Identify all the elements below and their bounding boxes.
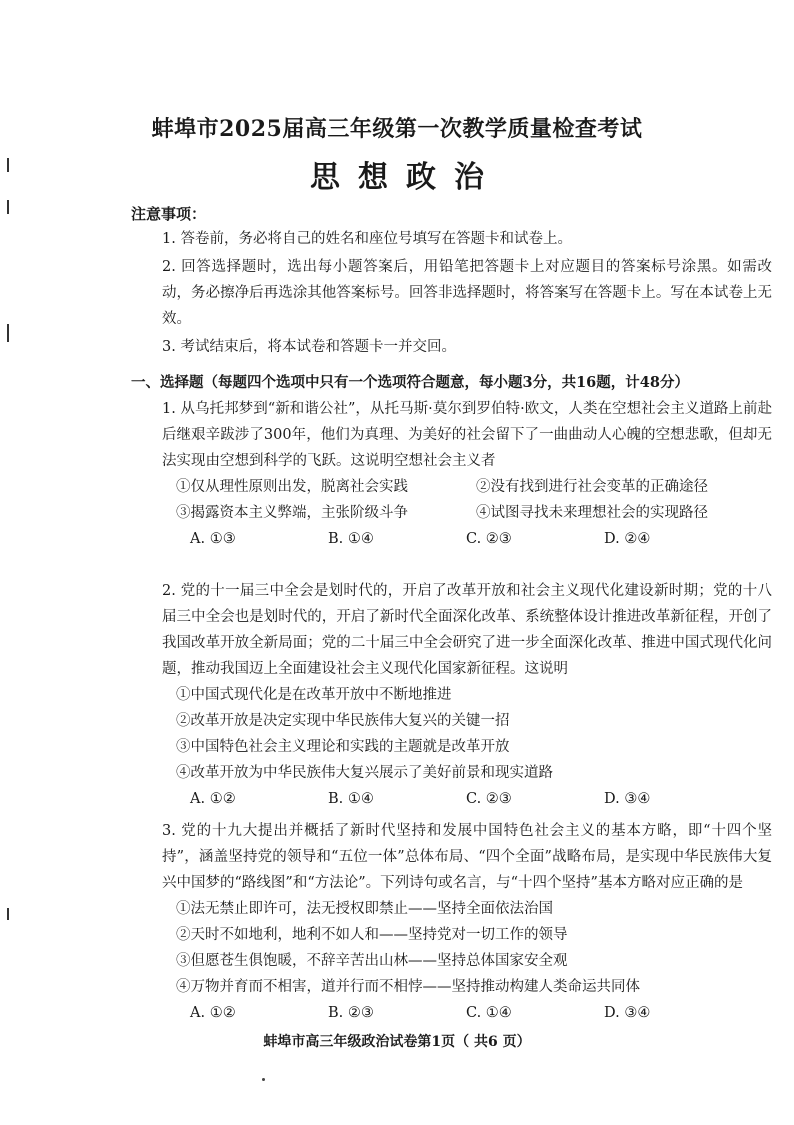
subject-title: 思想政治 bbox=[310, 160, 502, 195]
question-option: ③但愿苍生俱饱暖，不辞辛苦出山林——坚持总体国家安全观 bbox=[176, 953, 568, 969]
scan-speck bbox=[262, 1078, 265, 1081]
question-option: ①仅从理性原则出发，脱离社会实践 bbox=[176, 479, 408, 495]
answer-choice-a: A. ①② bbox=[190, 1005, 236, 1021]
margin-scan-mark bbox=[7, 908, 9, 920]
exam-title: 蚌埠市2025届高三年级第一次教学质量检查考试 bbox=[151, 116, 643, 142]
answer-choice-c: C. ①④ bbox=[466, 1005, 512, 1021]
answer-choice-c: C. ②③ bbox=[466, 791, 512, 807]
answer-choice-c: C. ②③ bbox=[466, 531, 512, 547]
question-option: ①法无禁止即许可，法无授权即禁止——坚持全面依法治国 bbox=[176, 901, 553, 917]
question-stem: 2. 党的十一届三中全会是划时代的，开启了改革开放和社会主义现代化建设新时期；党的十八届三中全会也是划时代的，开启了新时代全面深化改革、系统整体设计推进改革新征程，开创了我国改革开放全新局面；党的二十届三中全会研究了进一步全面深化改革、推进中国式现代化问题，推动我国迈上全面建设社会主义现代化国家新征程。这说明 bbox=[162, 583, 772, 677]
notice-item: 1. 答卷前，务必将自己的姓名和座位号填写在答题卡和试卷上。 bbox=[162, 231, 572, 247]
question-option: ③揭露资本主义弊端，主张阶级斗争 bbox=[176, 505, 408, 521]
question-option: ④万物并育而不相害，道并行而不相悖——坚持推动构建人类命运共同体 bbox=[176, 979, 640, 995]
question-option: ①中国式现代化是在改革开放中不断地推进 bbox=[176, 687, 452, 703]
answer-choice-a: A. ①③ bbox=[190, 531, 236, 547]
question-option: ②改革开放是决定实现中华民族伟大复兴的关键一招 bbox=[176, 713, 510, 729]
answer-choice-b: B. ①④ bbox=[328, 531, 374, 547]
question-stem: 3. 党的十九大提出并概括了新时代坚持和发展中国特色社会主义的基本方略，即“十四个坚持”，涵盖坚持党的领导和“五位一体”总体布局、“四个全面”战略布局，是实现中华民族伟大复兴中国梦的“路线图”和“方法论”。下列诗句或名言，与“十四个坚持”基本方略对应正确的是 bbox=[162, 823, 772, 891]
question-option: ③中国特色社会主义理论和实践的主题就是改革开放 bbox=[176, 739, 510, 755]
question-option: ②天时不如地利，地利不如人和——坚持党对一切工作的领导 bbox=[176, 927, 568, 943]
question-stem: 1. 从乌托邦梦到“新和谐公社”，从托马斯·莫尔到罗伯特·欧文，人类在空想社会主义道路上前赴后继艰辛跋涉了300年，他们为真理、为美好的社会留下了一曲曲动人心魄的空想悲歌，但却无法实现由空想到科学的飞跃。这说明空想社会主义者 bbox=[162, 401, 772, 469]
margin-scan-mark bbox=[7, 324, 9, 342]
question-3 bbox=[162, 818, 772, 1026]
answer-choice-d: D. ③④ bbox=[604, 791, 651, 807]
notice-list bbox=[162, 226, 772, 362]
section-heading: 一、选择题（每题四个选项中只有一个选项符合题意，每小题3分，共16题，计48分） bbox=[131, 374, 689, 391]
answer-choice-a: A. ①② bbox=[190, 791, 236, 807]
question-option: ②没有找到进行社会变革的正确途径 bbox=[476, 479, 708, 495]
page-footer: 蚌埠市高三年级政治试卷第1页（ 共6 页） bbox=[263, 1034, 531, 1050]
notice-heading: 注意事项： bbox=[131, 205, 207, 223]
notice-item: 2. 回答选择题时，选出每小题答案后，用铅笔把答题卡上对应题目的答案标号涂黑。如需改动，务必擦净后再选涂其他答案标号。回答非选择题时，将答案写在答题卡上。写在本试卷上无效。 bbox=[162, 259, 772, 327]
notice-item: 3. 考试结束后，将本试卷和答题卡一并交回。 bbox=[162, 339, 456, 355]
question-option: ④试图寻找未来理想社会的实现路径 bbox=[476, 505, 708, 521]
answer-choice-d: D. ②④ bbox=[604, 531, 651, 547]
question-1 bbox=[162, 396, 772, 552]
question-option: ④改革开放为中华民族伟大复兴展示了美好前景和现实道路 bbox=[176, 765, 553, 781]
answer-choice-b: B. ①④ bbox=[328, 791, 374, 807]
question-2 bbox=[162, 578, 772, 812]
margin-scan-mark bbox=[7, 200, 9, 214]
answer-choice-b: B. ②③ bbox=[328, 1005, 374, 1021]
answer-choice-d: D. ③④ bbox=[604, 1005, 651, 1021]
